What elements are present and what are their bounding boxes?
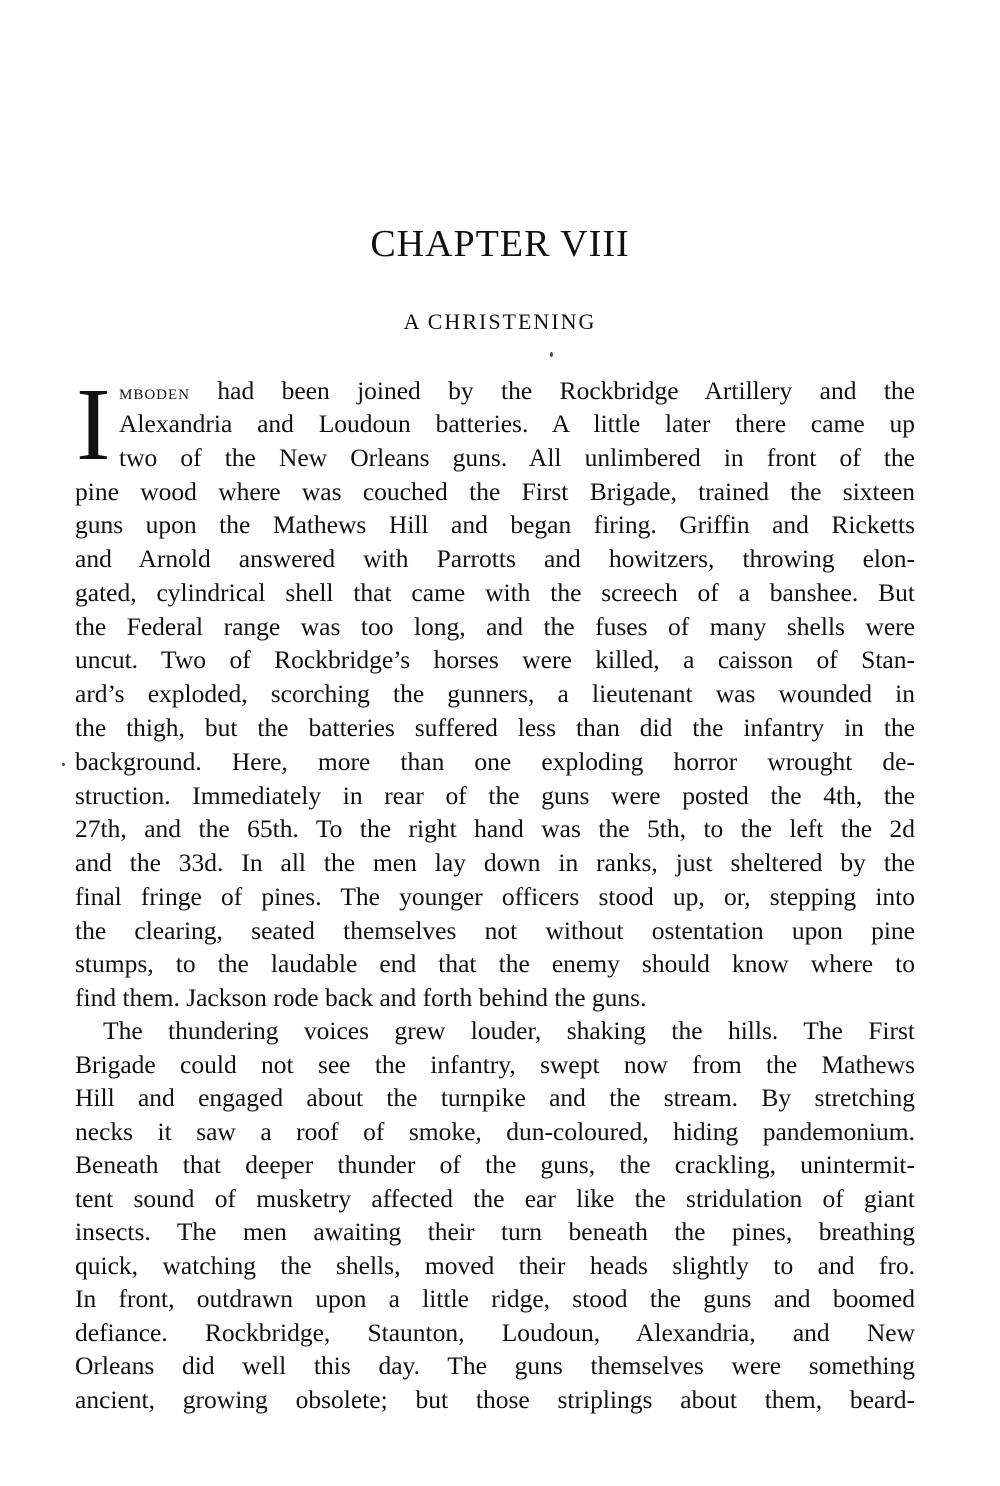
text-line: and the 33d. In all the men lay down in ranks, just sheltered by the <box>75 848 915 877</box>
text-line: necks it saw a roof of smoke, dun-coloured, hiding pandemonium. <box>75 1117 915 1146</box>
first-line-rest: had been joined by the Rockbridge Artillery and the <box>190 376 915 405</box>
text-line: pine wood where was couched the First Brigade, trained the sixteen <box>75 477 915 506</box>
text-line: tent sound of musketry affected the ear like the stridulation of giant <box>75 1184 915 1213</box>
print-speck <box>550 352 553 357</box>
text-line: ard’s exploded, scorching the gunners, a lieutenant was wounded in <box>75 679 915 708</box>
drop-cap: I <box>76 367 111 482</box>
text-line: and Arnold answered with Parrotts and howitzers, throwing elon- <box>75 544 915 573</box>
text-line: In front, outdrawn upon a little ridge, stood the guns and boomed <box>75 1284 915 1313</box>
text-line: insects. The men awaiting their turn beneath the pines, breathing <box>75 1217 915 1246</box>
print-speck <box>62 763 65 766</box>
text-line: guns upon the Mathews Hill and began firing. Griffin and Ricketts <box>75 510 915 539</box>
text-line: the Federal range was too long, and the fuses of many shells were <box>75 612 915 641</box>
text-line: The thundering voices grew louder, shaking the hills. The First <box>103 1016 915 1045</box>
chapter-subtitle: A CHRISTENING <box>403 309 597 334</box>
paragraph1-first-line <box>119 374 915 407</box>
text-line: find them. Jackson rode back and forth behind the guns. <box>75 983 647 1012</box>
text-line: Alexandria and Loudoun batteries. A little later there came up <box>119 409 915 438</box>
text-line: defiance. Rockbridge, Staunton, Loudoun, Alexandria, and New <box>75 1318 915 1347</box>
chapter-title: CHAPTER VIII <box>370 223 630 265</box>
text-line: the thigh, but the batteries suffered less than did the infantry in the <box>75 713 915 742</box>
text-line: quick, watching the shells, moved their heads slightly to and fro. <box>75 1251 915 1280</box>
text-line: stumps, to the laudable end that the enemy should know where to <box>75 949 915 978</box>
text-line: Beneath that deeper thunder of the guns, the crackling, unintermit- <box>75 1150 915 1179</box>
text-line: uncut. Two of Rockbridge’s horses were killed, a caisson of Stan- <box>75 645 915 674</box>
text-line: final fringe of pines. The younger officers stood up, or, stepping into <box>75 882 915 911</box>
text-line: Brigade could not see the infantry, swept now from the Mathews <box>75 1050 915 1079</box>
text-line: ancient, growing obsolete; but those striplings about them, beard- <box>75 1385 915 1414</box>
text-line: Hill and engaged about the turnpike and the stream. By stretching <box>75 1083 915 1112</box>
text-line: background. Here, more than one exploding horror wrought de- <box>75 747 915 776</box>
text-line: Orleans did well this day. The guns themselves were something <box>75 1351 915 1380</box>
lead-smallcaps: mboden <box>119 380 191 404</box>
text-line: the clearing, seated themselves not without ostentation upon pine <box>75 916 915 945</box>
text-line: gated, cylindrical shell that came with the screech of a banshee. But <box>75 578 915 607</box>
text-line: struction. Immediately in rear of the guns were posted the 4th, the <box>75 781 915 810</box>
text-line: 27th, and the 65th. To the right hand was the 5th, to the left the 2d <box>75 814 915 843</box>
text-line: two of the New Orleans guns. All unlimbered in front of the <box>119 443 915 472</box>
